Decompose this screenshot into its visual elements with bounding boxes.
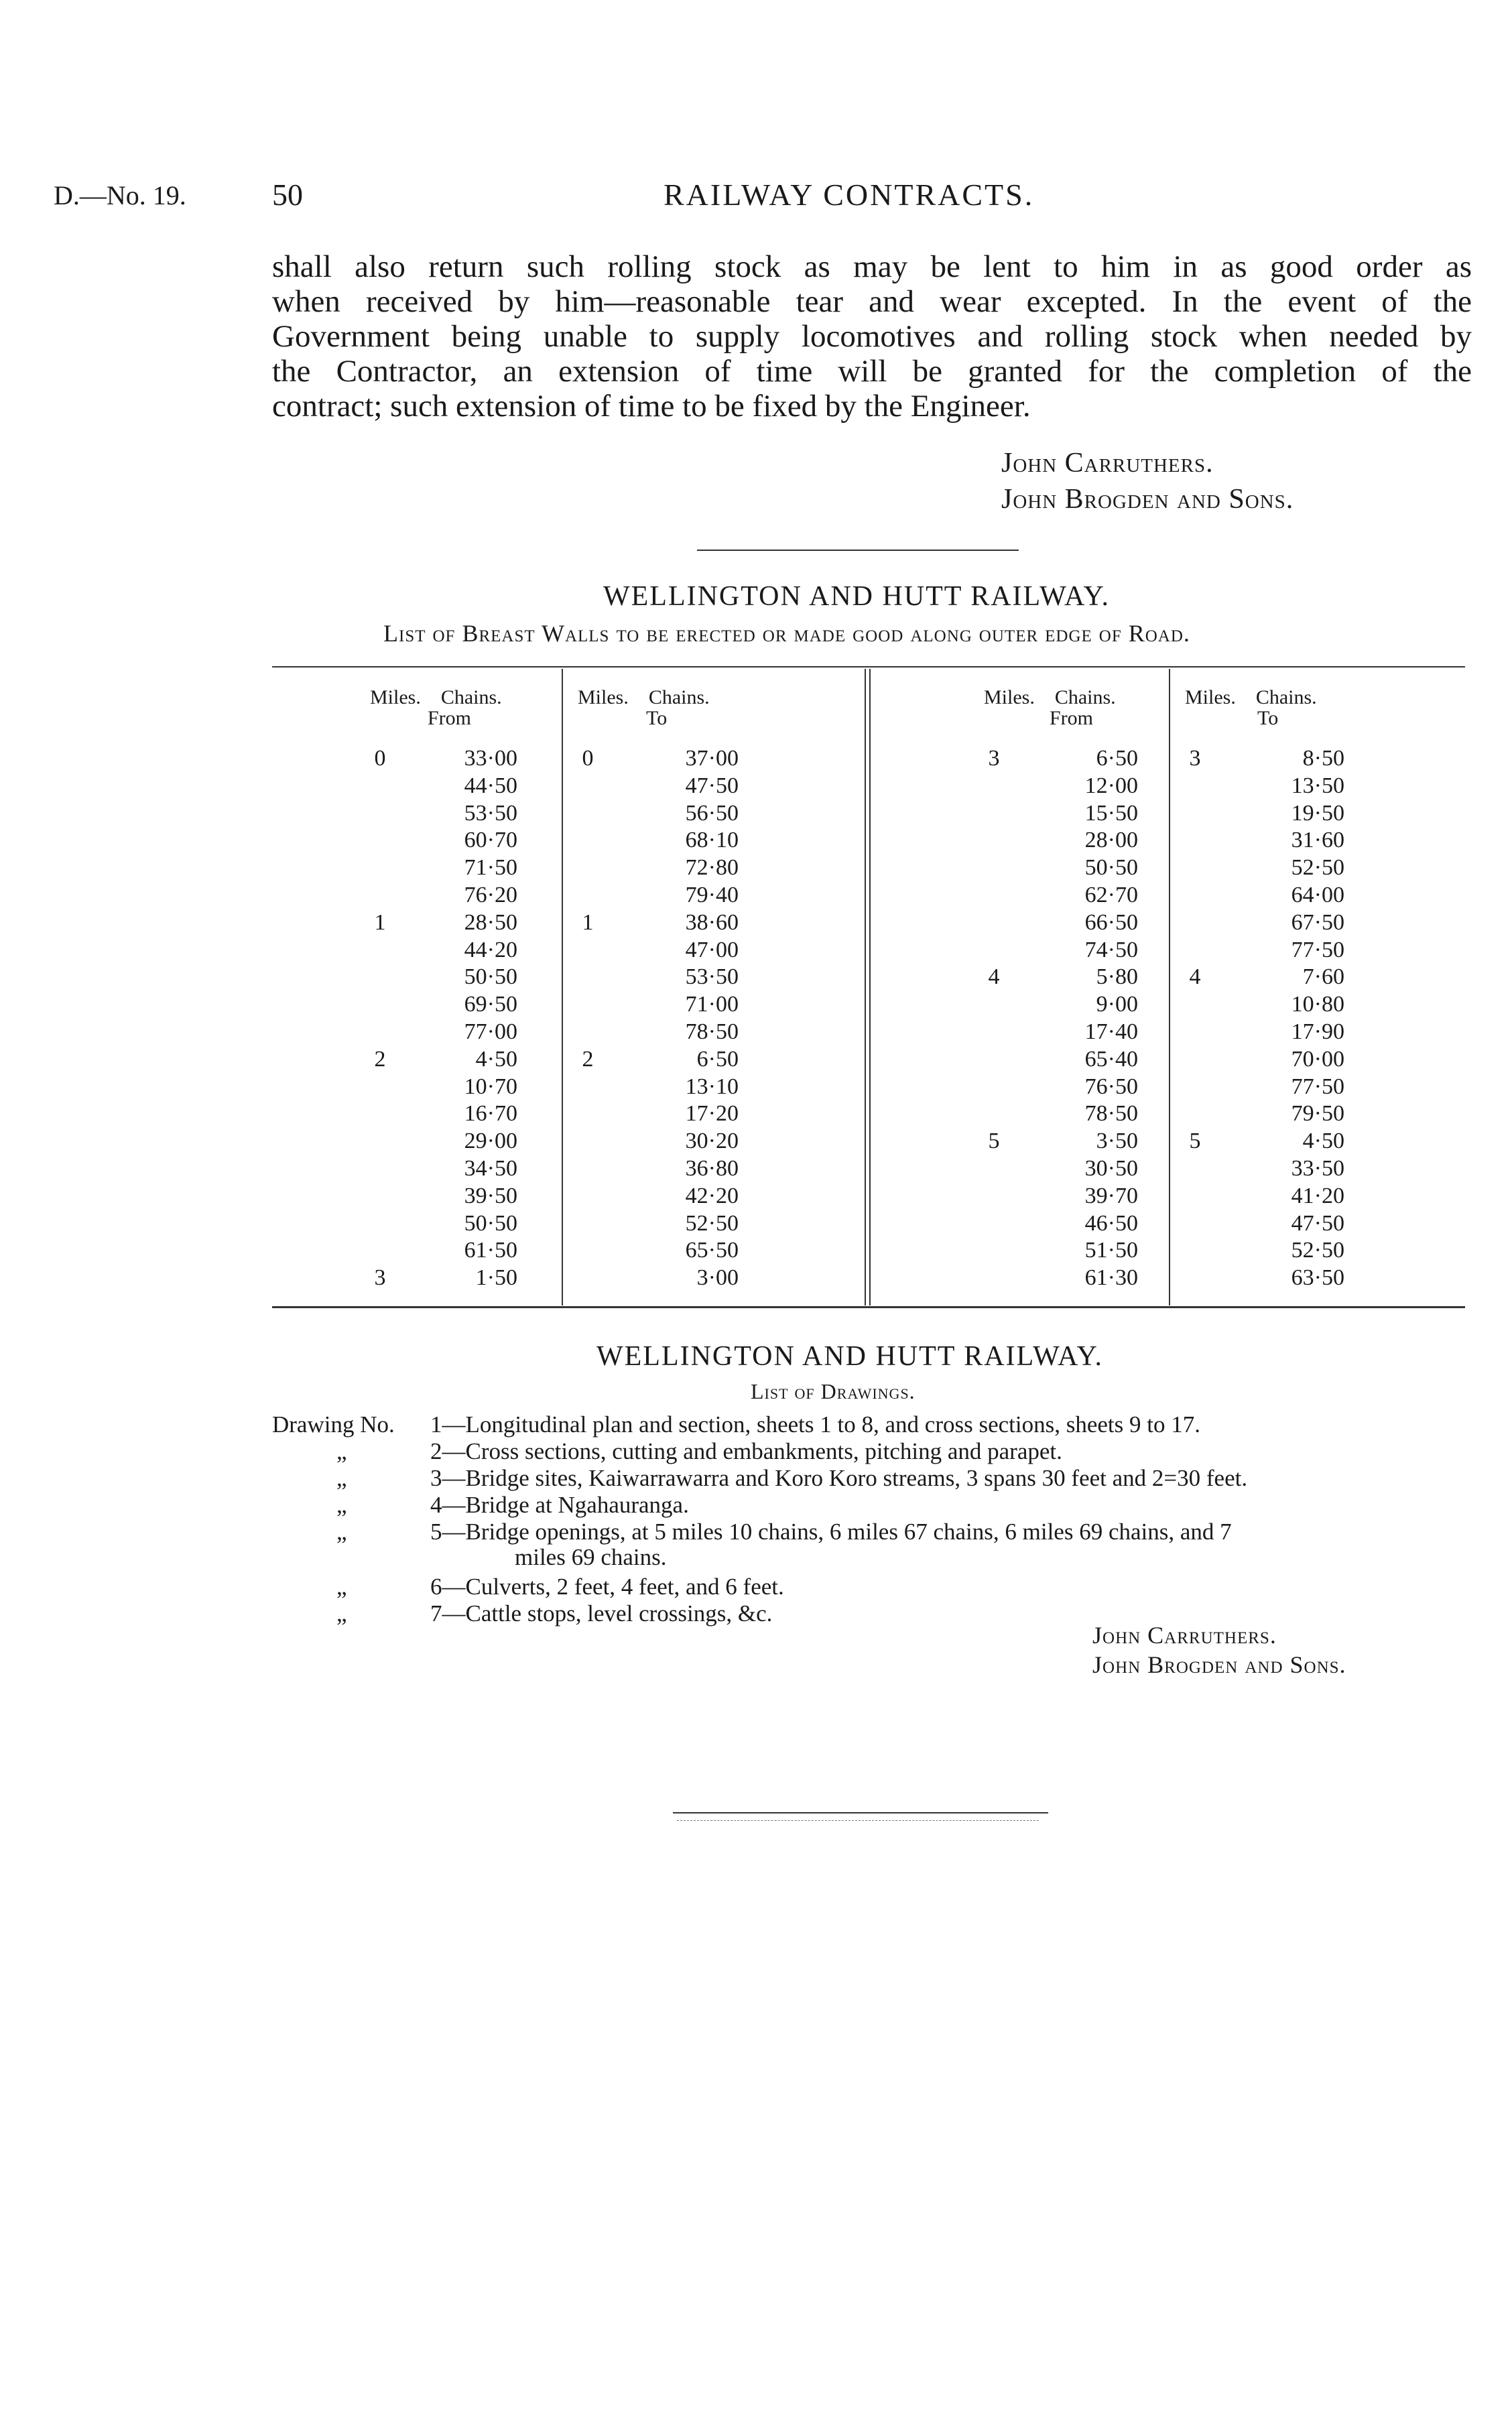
chains-cell: 10·70 (464, 1074, 517, 1099)
drawing-text: 3—Bridge sites, Kaiwarrawarra and Koro Koro streams, 3 spans 30 feet and 2=30 feet. (430, 1465, 1248, 1491)
ditto-mark: „ (336, 1574, 347, 1600)
chains-cell: 66·50 (1084, 909, 1138, 935)
drawing-text: 7—Cattle stops, level crossings, &c. (430, 1600, 773, 1627)
chains-cell: 76·20 (464, 882, 517, 907)
to-header: To (646, 707, 668, 729)
chains-cell: 53·50 (685, 964, 739, 990)
drawing-text: 2—Cross sections, cutting and embankments, pitching and parapet. (430, 1438, 1062, 1464)
chains-cell: 39·70 (1084, 1183, 1138, 1208)
chains-cell: 52·50 (685, 1210, 739, 1236)
chains-cell: 7·60 (1302, 964, 1344, 990)
section-divider (697, 550, 1019, 551)
chains-cell: 17·20 (685, 1101, 739, 1127)
chains-cell: 52·50 (1291, 1238, 1344, 1263)
chains-cell: 8·50 (1302, 746, 1344, 771)
chains-cell: 28·50 (464, 909, 517, 935)
chains-cell: 77·00 (464, 1019, 517, 1044)
chains-cell: 62·70 (1084, 882, 1138, 907)
signature-block (1001, 445, 1294, 517)
column-divider (562, 669, 563, 1305)
chains-cell: 56·50 (685, 800, 739, 826)
chains-cell: 76·50 (1084, 1074, 1138, 1099)
right-to-column (1185, 686, 1373, 1291)
miles-cell: 0 (374, 746, 386, 771)
miles-cell: 3 (1189, 746, 1201, 771)
column-divider (865, 669, 866, 1305)
running-title: RAILWAY CONTRACTS. (664, 178, 1035, 212)
miles-cell: 4 (1189, 964, 1201, 990)
chains-cell: 34·50 (464, 1155, 517, 1181)
ditto-mark: „ (336, 1519, 347, 1545)
drawings-subtitle: List of Drawings. (751, 1379, 916, 1403)
chains-cell: 17·40 (1084, 1019, 1138, 1044)
chains-cell: 71·50 (464, 855, 517, 881)
chains-cell: 17·90 (1291, 1019, 1344, 1044)
chains-cell: 61·30 (1084, 1265, 1138, 1291)
right-from-column (984, 686, 1172, 1291)
column-header (1185, 686, 1373, 709)
chains-cell: 44·50 (464, 773, 517, 798)
chains-cell: 13·10 (685, 1074, 739, 1099)
chains-cell: 71·00 (685, 992, 739, 1017)
miles-header: Miles. (578, 686, 629, 708)
miles-cell: 2 (582, 1046, 594, 1072)
chains-cell: 10·80 (1291, 992, 1344, 1017)
chains-cell: 42·20 (685, 1183, 739, 1208)
chains-cell: 50·50 (464, 964, 517, 990)
left-from-column (370, 686, 558, 1291)
chains-header: Chains. (1054, 686, 1116, 708)
chains-cell: 78·50 (685, 1019, 739, 1044)
chains-cell: 4·50 (1302, 1129, 1344, 1154)
chains-cell: 44·20 (464, 937, 517, 962)
column-divider (1169, 669, 1170, 1305)
drawing-text: 4—Bridge at Ngahauranga. (430, 1492, 689, 1518)
chains-cell: 46·50 (1084, 1210, 1138, 1236)
chains-cell: 77·50 (1291, 1074, 1344, 1099)
signature-block (1092, 1620, 1346, 1679)
paragraph-line: contract; such extension of time to be fixed by the Engineer. (272, 389, 1031, 424)
chains-cell: 30·20 (685, 1129, 739, 1154)
chains-cell: 79·50 (1291, 1101, 1344, 1127)
chains-cell: 74·50 (1084, 937, 1138, 962)
chains-cell: 28·00 (1084, 828, 1138, 853)
chains-cell: 65·40 (1084, 1046, 1138, 1072)
chains-cell: 4·50 (475, 1046, 517, 1072)
chains-cell: 41·20 (1291, 1183, 1344, 1208)
chains-cell: 53·50 (464, 800, 517, 826)
chains-cell: 38·60 (685, 909, 739, 935)
miles-cell: 1 (582, 909, 594, 935)
miles-cell: 5 (988, 1129, 1000, 1154)
drawing-text: 6—Culverts, 2 feet, 4 feet, and 6 feet. (430, 1574, 784, 1600)
column-header (578, 686, 765, 709)
chains-cell: 60·70 (464, 828, 517, 853)
paragraph-line: the Contractor, an extension of time will be granted for the completion of the (272, 354, 1472, 389)
miles-cell: 1 (374, 909, 386, 935)
chains-cell: 6·50 (696, 1046, 739, 1072)
signatory-1: John Carruthers. (1001, 448, 1214, 479)
chains-cell: 9·00 (1096, 992, 1138, 1017)
miles-cell: 5 (1189, 1129, 1201, 1154)
chains-cell: 3·50 (1096, 1129, 1138, 1154)
ditto-mark: „ (336, 1600, 347, 1627)
chains-cell: 52·50 (1291, 855, 1344, 881)
chains-cell: 5·80 (1096, 964, 1138, 990)
breast-walls-subtitle: List of Breast Walls to be erected or made good along outer edge of Road. (383, 620, 1190, 647)
chains-cell: 77·50 (1291, 937, 1344, 962)
chains-cell: 61·50 (464, 1238, 517, 1263)
chains-cell: 29·00 (464, 1129, 517, 1154)
chains-header: Chains. (440, 686, 502, 708)
chains-cell: 13·50 (1291, 773, 1344, 798)
drawing-text: 1—Longitudinal plan and section, sheets 1 to 8, and cross sections, sheets 9 to 17. (430, 1411, 1200, 1438)
page-number: 50 (272, 178, 303, 212)
chains-cell: 15·50 (1084, 800, 1138, 826)
chains-cell: 37·00 (685, 746, 739, 771)
drawing-text: miles 69 chains. (515, 1544, 667, 1570)
chains-cell: 50·50 (464, 1210, 517, 1236)
end-rule (673, 1812, 1048, 1813)
from-header: From (1050, 707, 1094, 729)
chains-cell: 19·50 (1291, 800, 1344, 826)
chains-cell: 51·50 (1084, 1238, 1138, 1263)
chains-cell: 63·50 (1291, 1265, 1344, 1291)
chains-cell: 33·00 (464, 746, 517, 771)
drawing-label: Drawing No. (272, 1411, 395, 1438)
ditto-mark: „ (336, 1465, 347, 1491)
chains-cell: 47·50 (1291, 1210, 1344, 1236)
signatory-1: John Carruthers. (1092, 1622, 1277, 1649)
body-paragraph (272, 249, 1472, 424)
signatory-2: John Brogden and Sons. (1092, 1651, 1346, 1678)
chains-cell: 68·10 (685, 828, 739, 853)
chains-cell: 6·50 (1096, 746, 1138, 771)
chains-cell: 79·40 (685, 882, 739, 907)
chains-cell: 64·00 (1291, 882, 1344, 907)
paragraph-line: when received by him—reasonable tear and wear excepted. In the event of the (272, 284, 1472, 319)
miles-cell: 4 (988, 964, 1000, 990)
from-header: From (428, 707, 472, 729)
chains-cell: 50·50 (1084, 855, 1138, 881)
chains-cell: 65·50 (685, 1238, 739, 1263)
paragraph-line: shall also return such rolling stock as may be lent to him in as good order as (272, 249, 1472, 284)
chains-header: Chains. (648, 686, 710, 708)
ditto-mark: „ (336, 1492, 347, 1518)
chains-cell: 12·00 (1084, 773, 1138, 798)
chains-cell: 78·50 (1084, 1101, 1138, 1127)
chains-cell: 31·60 (1291, 828, 1344, 853)
paragraph-line: Government being unable to supply locomotives and rolling stock when needed by (272, 319, 1472, 354)
chains-cell: 67·50 (1291, 909, 1344, 935)
miles-header: Miles. (984, 686, 1035, 708)
chains-cell: 30·50 (1084, 1155, 1138, 1181)
chains-cell: 69·50 (464, 992, 517, 1017)
miles-cell: 3 (988, 746, 1000, 771)
to-header: To (1257, 707, 1279, 729)
end-rule-secondary (677, 1820, 1039, 1821)
drawings-list (272, 1411, 1478, 1639)
document-reference: D.—No. 19. (54, 180, 186, 210)
chains-cell: 72·80 (685, 855, 739, 881)
chains-cell: 36·80 (685, 1155, 739, 1181)
left-to-column (578, 686, 765, 1291)
miles-cell: 0 (582, 746, 594, 771)
column-divider (869, 669, 871, 1305)
chains-cell: 1·50 (475, 1265, 517, 1291)
signatory-2: John Brogden and Sons. (1001, 484, 1294, 515)
chains-cell: 3·00 (696, 1265, 739, 1291)
chains-cell: 39·50 (464, 1183, 517, 1208)
chains-cell: 33·50 (1291, 1155, 1344, 1181)
miles-header: Miles. (370, 686, 421, 708)
ditto-mark: „ (336, 1438, 347, 1464)
chains-cell: 70·00 (1291, 1046, 1344, 1072)
chains-cell: 47·00 (685, 937, 739, 962)
miles-cell: 2 (374, 1046, 386, 1072)
breast-walls-title: WELLINGTON AND HUTT RAILWAY. (603, 581, 1110, 612)
drawing-text: 5—Bridge openings, at 5 miles 10 chains, 6 miles 67 chains, 6 miles 69 chains, and 7 (430, 1519, 1232, 1545)
column-header (370, 686, 558, 709)
miles-header: Miles. (1185, 686, 1236, 708)
chains-cell: 47·50 (685, 773, 739, 798)
miles-cell: 3 (374, 1265, 386, 1291)
chains-header: Chains. (1255, 686, 1317, 708)
drawings-title: WELLINGTON AND HUTT RAILWAY. (596, 1341, 1103, 1372)
chains-cell: 16·70 (464, 1101, 517, 1127)
column-header (984, 686, 1172, 709)
